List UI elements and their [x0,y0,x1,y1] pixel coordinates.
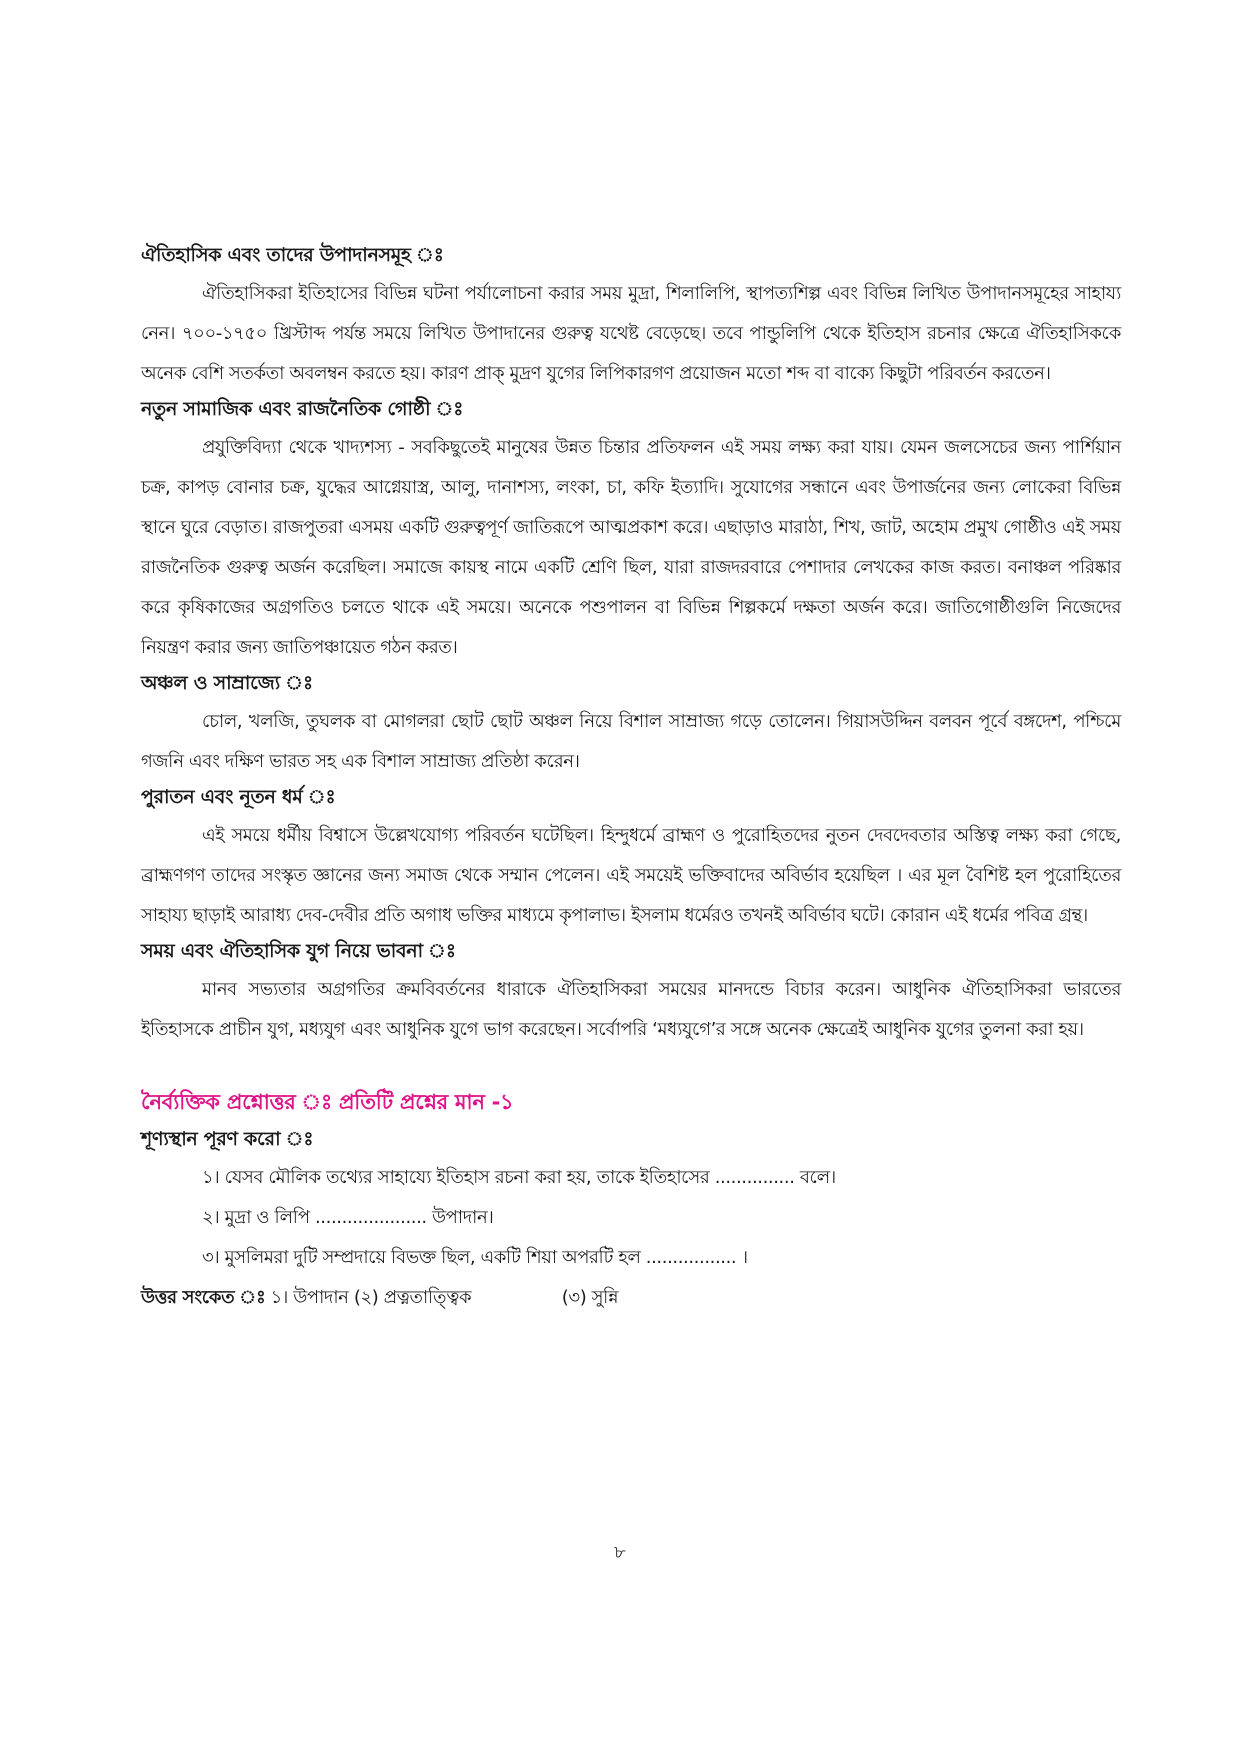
section-religion [141,784,1121,936]
section-regions-empires [141,670,1121,782]
question-item: ২। মুদ্রা ও লিপি ..................... উপাদান। [202,1207,494,1228]
answer-key [141,1278,1121,1318]
mcq-section [141,1088,1121,1318]
section-heading: নতুন সামাজিক এবং রাজনৈতিক গোষ্ঠী ঃ [141,398,464,420]
section-body: মানব সভ্যতার অগ্রগতির ক্রমবিবর্তনের ধারাকে ঐতিহাসিকরা সময়ের মানদন্ডে বিচার করেন। আধুনিক ঐতিহাসিকরা ভারতের ইতিহাসকে প্রাচীন যুগ, মধ্যযুগ এবং আধুনিক যুগে ভাগ করেছেন। সর্বোপরি ‘মধ্যযুগে’র সঙ্গে অনেক ক্ষেত্রেই আধুনিক যুগের তুলনা করা হয়। [141,979,1121,1040]
answer-text: ১। উপাদান (২) প্রত্নতাত্ত্বিক [270,1287,472,1308]
mcq-title: নৈর্ব্যক্তিক প্রশ্নোত্তর ঃ প্রতিটি প্রশ্নের মান -১ [141,1090,514,1114]
mcq-subheading: শূণ্যস্থান পূরণ করো ঃ [141,1128,314,1150]
section-heading: সময় এবং ঐতিহাসিক যুগ নিয়ে ভাবনা ঃ [141,940,456,962]
section-time-periods [141,938,1121,1050]
question-item: ১। যেসব মৌলিক তথ্যের সাহায্যে ইতিহাস রচনা করা হয়, তাকে ইতিহাসের ............... বলে। [202,1167,836,1188]
section-social-groups [141,396,1121,668]
question-item: ৩। মুসলিমরা দুটি সম্প্রদায়ে বিভক্ত ছিল, একটি শিয়া অপরটি হল ................. । [202,1247,748,1268]
answer-label: উত্তর সংকেত ঃ [141,1287,266,1308]
section-body: চোল, খলজি, তুঘলক বা মোগলরা ছোট ছোট অঞ্চল নিয়ে বিশাল সাম্রাজ্য গড়ে তোলেন। গিয়াসউদ্দিন বলবন পূর্বে বঙ্গদেশ, পশ্চিমে গজনি এবং দক্ষিণ ভারত সহ এক বিশাল সাম্রাজ্য প্রতিষ্ঠা করেন। [141,711,1121,772]
section-body: ঐতিহাসিকরা ইতিহাসের বিভিন্ন ঘটনা পর্যালোচনা করার সময় মুদ্রা, শিলালিপি, স্থাপত্যশিল্প এবং বিভিন্ন লিখিত উপাদানসমূহের সাহায্য নেন। ৭০০-১৭৫০ খ্রিস্টাব্দ পর্যন্ত সময়ে লিখিত উপাদানের গুরুত্ব যথেষ্ট বেড়েছে। তবে পান্ডুলিপি থেকে ইতিহাস রচনার ক্ষেত্রে ঐতিহাসিককে অনেক বেশি সতর্কতা অবলম্বন করতে হয়। কারণ প্রাক্ মুদ্রণ যুগের লিপিকারগণ প্রয়োজন মতো শব্দ বা বাক্যে কিছুটা পরিবর্তন করতেন। [141,283,1121,384]
page-number: ৮ [614,1542,626,1563]
answer-text-3: (৩) সুন্নি [561,1287,619,1308]
section-heading: অঞ্চল ও সাম্রাজ্যে ঃ [141,672,313,694]
document-page [141,242,1121,1318]
section-sources [141,242,1121,394]
section-heading: ঐতিহাসিক এবং তাদের উপাদানসমূহ ঃ [141,244,444,266]
section-heading: পুরাতন এবং নূতন ধর্ম ঃ [141,786,336,808]
section-body: এই সময়ে ধর্মীয় বিশ্বাসে উল্লেখযোগ্য পরিবর্তন ঘটেছিল। হিন্দুধর্মে ব্রাহ্মণ ও পুরোহিতদের নুতন দেবদেবতার অস্তিত্ব লক্ষ্য করা গেছে, ব্রাহ্মণগণ তাদের সংস্কৃত জ্ঞানের জন্য সমাজ থেকে সম্মান পেলেন। এই সময়েই ভক্তিবাদের অবির্ভাব হয়েছিল । এর মূল বৈশিষ্ট হল পুরোহিতের সাহায্য ছাড়াই আরাধ্য দেব-দেবীর প্রতি অগাধ ভক্তির মাধ্যমে কৃপালাভ। ইসলাম ধর্মেরও তখনই অবির্ভাব ঘটে। কোরান এই ধর্মের পবিত্র গ্রন্থ। [141,825,1121,926]
section-body: প্রযুক্তিবিদ্যা থেকে খাদ্যশস্য - সবকিছুতেই মানুষের উন্নত চিন্তার প্রতিফলন এই সময় লক্ষ্য করা যায়। যেমন জলসেচের জন্য পার্শিয়ান চক্র, কাপড় বোনার চক্র, যুদ্ধের আগ্নেয়াস্ত্র, আলু, দানাশস্য, লংকা, চা, কফি ইত্যাদি। সুযোগের সন্ধানে এবং উপার্জনের জন্য লোকেরা বিভিন্ন স্থানে ঘুরে বেড়াত। রাজপুতরা এসময় একটি গুরুত্বপূর্ণ জাতিরূপে আত্মপ্রকাশ করে। এছাড়াও মারাঠা, শিখ, জাট, অহোম প্রমুখ গোষ্ঠীও এই সময় রাজনৈতিক গুরুত্ব অর্জন করেছিল। সমাজে কায়স্থ নামে একটি শ্রেণি ছিল, যারা রাজদরবারে পেশাদার লেখকের কাজ করত। বনাঞ্চল পরিষ্কার করে কৃষিকাজের অগ্রগতিও চলতে থাকে এই সময়ে। অনেকে পশুপালন বা বিভিন্ন শিল্পকর্মে দক্ষতা অর্জন করে। জাতিগোষ্ঠীগুলি নিজেদের নিয়ন্ত্রণ করার জন্য জাতিপঞ্চায়েত গঠন করত। [141,437,1121,658]
